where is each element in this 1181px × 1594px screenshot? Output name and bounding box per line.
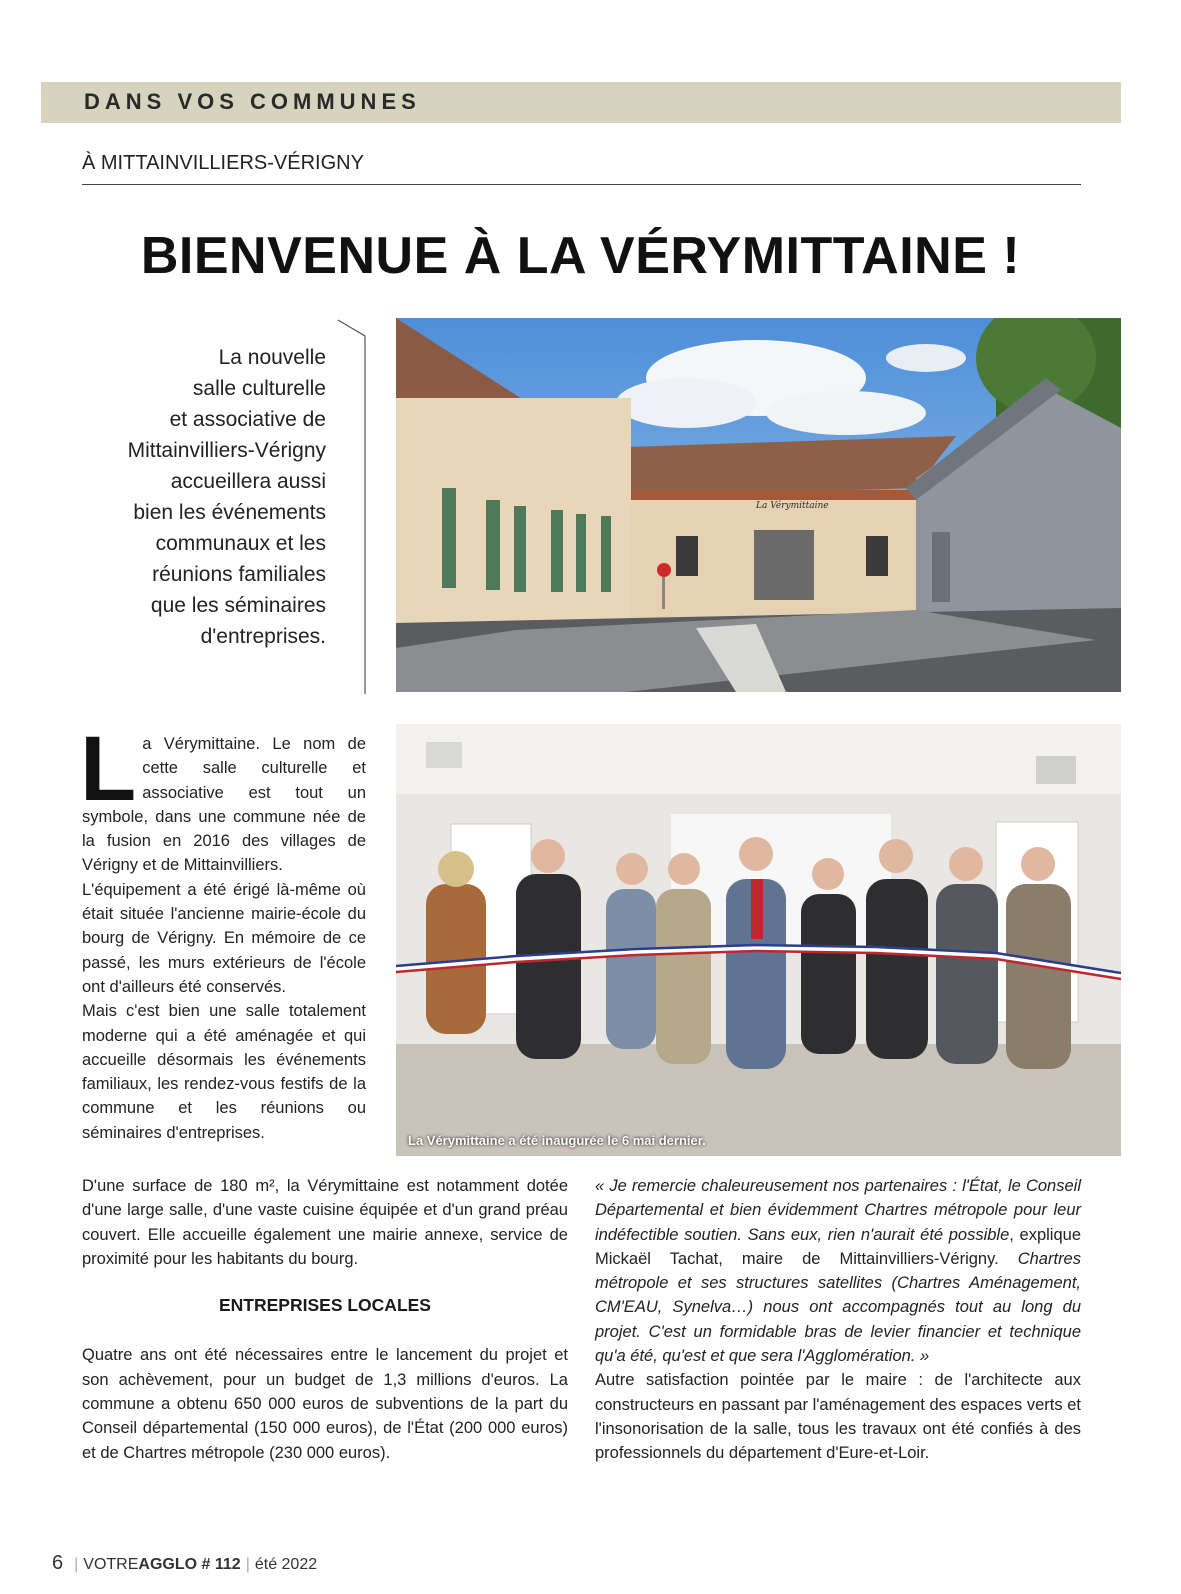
page-title: BIENVENUE À LA VÉRYMITTAINE !: [140, 227, 1021, 285]
section-band: [41, 82, 1121, 123]
body-column-bottom-left: [82, 1174, 568, 1465]
photo-caption: La Vérymittaine a été inaugurée le 6 mai dernier.: [408, 1133, 706, 1148]
building-photo: [396, 318, 1121, 692]
body-paragraph: Mais c'est bien une salle totalement moderne qui a été aménagée et qui accueille désormais les événements familiaux, les rendez-vous festifs de la commune et les réunions ou séminaires d'entreprises.: [82, 1002, 366, 1142]
magazine-name-prefix: VOTRE: [83, 1556, 139, 1573]
subheading-rule: [82, 184, 1081, 185]
magazine-name: AGGLO: [138, 1556, 198, 1573]
body-paragraph: D'une surface de 180 m², la Vérymittaine est notamment dotée d'une large salle, d'une vaste cuisine équipée et d'un grand préau couvert. Elle accueille également une mairie annexe, service de proximité pour les habitants du bourg.: [82, 1177, 568, 1268]
intro-text: [60, 342, 326, 652]
issue-number: # 112: [201, 1556, 241, 1573]
quote-attribution: , explique Mickaël Tachat, maire de Mittainvilliers-Vérigny.: [595, 1225, 1081, 1268]
section-label: DANS VOS COMMUNES: [84, 89, 421, 114]
body-column-bottom-right: [595, 1174, 1081, 1466]
intro-line: salle culturelle: [192, 377, 326, 400]
page-footer: 6 | VOTREAGGLO # 112 | été 2022: [52, 1552, 318, 1574]
inauguration-photo: [396, 724, 1121, 1156]
body-paragraph: L'équipement a été érigé là-même où était située l'ancienne mairie-école du bourg de Vérigny. En mémoire de ce passé, les murs extérieurs de l'école ont d'ailleurs été conservés.: [82, 880, 366, 996]
body-column-left: [80, 718, 366, 1145]
intro-line: communaux et les: [155, 532, 326, 555]
body-paragraph: a Vérymittaine. Le nom de cette salle culturelle et associative est tout un symbole, dans une commune née de la fusion en 2016 des villages de Vérigny et de Mittainvilliers.: [82, 735, 366, 875]
intro-line: La nouvelle: [218, 346, 326, 369]
building-sign: La Vérymittaine: [756, 501, 829, 511]
quote-text: « Je remercie chaleureusement nos partenaires : l'État, le Conseil Départemental et bien évidemment Chartres métropole pour leur indéfectible soutien. Sans eux, rien n'aurait été possible: [595, 1177, 1081, 1244]
drop-cap: L: [80, 718, 137, 820]
subheading: À MITTAINVILLIERS-VÉRIGNY: [82, 152, 364, 174]
body-paragraph: Autre satisfaction pointée par le maire : de l'architecte aux constructeurs en passant par l'aménagement des espaces verts et l'insonorisation de la salle, tous les travaux ont été confiés à des professionnels du département d'Eure-et-Loir.: [595, 1371, 1081, 1463]
intro-line: accueillera aussi: [170, 470, 326, 493]
intro-line: réunions familiales: [152, 563, 326, 586]
page-number: 6: [52, 1552, 64, 1574]
season: été 2022: [254, 1556, 318, 1573]
quote-text: Chartres métropole et ses structures satellites (Chartres Aménagement, CM'EAU, Synelva…) nous ont accompagnés tout au long du projet. C'est un formidable bras de levier financier et technique qu'a été, qu'est et que sera l'Agglomération. »: [595, 1249, 1081, 1366]
intro-line: Mittainvilliers-Vérigny: [127, 439, 326, 462]
section-heading: ENTREPRISES LOCALES: [219, 1295, 431, 1316]
intro-bracket: [336, 318, 368, 696]
intro-line: bien les événements: [133, 501, 326, 524]
body-paragraph: Quatre ans ont été nécessaires entre le lancement du projet et son achèvement, pour un budget de 1,3 millions d'euros. La commune a obtenu 650 000 euros de subventions de la part du Conseil départemental (150 000 euros), de l'État (200 000 euros) et de Chartres métropole (230 000 euros).: [82, 1346, 568, 1462]
intro-line: et associative de: [169, 408, 326, 431]
intro-line: d'entreprises.: [200, 625, 326, 648]
intro-line: que les séminaires: [150, 594, 326, 617]
quote-paragraph: [595, 1174, 1081, 1368]
